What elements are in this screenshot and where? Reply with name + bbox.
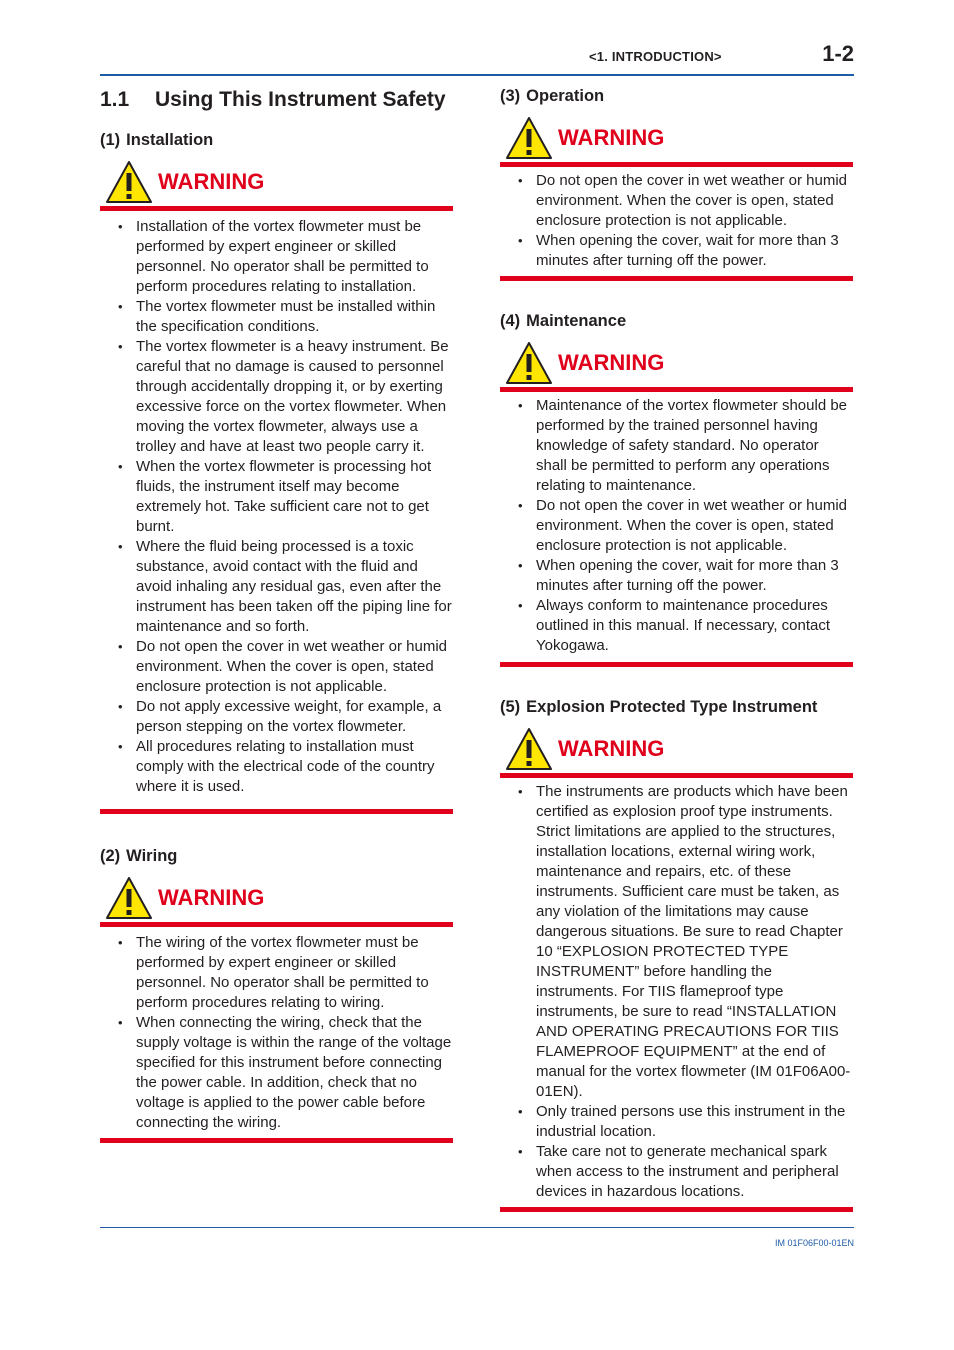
list-item: • Only trained persons use this instrument in the industrial location.: [500, 1102, 853, 1142]
subsection-title: Installation: [126, 131, 214, 149]
list-item: • When opening the cover, wait for more than 3 minutes after turning off the power.: [500, 231, 853, 271]
list-item: • Where the fluid being processed is a toxic substance, avoid contact with the fluid and avoid inhaling any residual gas, even after the instrument has been taken off the piping line for maintenance and so forth.: [100, 537, 453, 637]
warning-triangle-icon: [505, 341, 553, 385]
warning-bottom-bar: [100, 809, 453, 814]
list-item: • The vortex flowmeter must be installed within the specification conditions.: [100, 297, 453, 337]
list-item: • When opening the cover, wait for more than 3 minutes after turning off the power.: [500, 556, 853, 596]
warning-header: [100, 876, 453, 920]
warning-header: [500, 116, 853, 160]
list-item: • Maintenance of the vortex flowmeter should be performed by the trained personnel having knowledge of safety standard. No operator shall be permitted to perform any operations relating to maintenance.: [500, 396, 853, 496]
subsection-number: (3): [500, 87, 521, 105]
warning-header: [500, 727, 853, 771]
chapter-label: <1. INTRODUCTION>: [589, 49, 722, 64]
list-item: • Do not open the cover in wet weather or humid environment. When the cover is open, stated enclosure protection is not applicable.: [100, 637, 453, 697]
subsection-wiring: [100, 846, 453, 1143]
warning-bottom-bar: [500, 1207, 853, 1212]
subsection-heading: [100, 130, 453, 150]
list-item: • Always conform to maintenance procedures outlined in this manual. If necessary, contact Yokogawa.: [500, 596, 853, 656]
warning-top-bar: [100, 922, 453, 927]
list-item: • Do not apply excessive weight, for example, a person stepping on the vortex flowmeter.: [100, 697, 453, 737]
warning-bottom-bar: [500, 662, 853, 667]
document-number: IM 01F06F00-01EN: [774, 1238, 854, 1248]
right-column: [500, 86, 853, 1212]
section-title-text: Using This Instrument Safety: [155, 88, 446, 111]
section-title: [100, 86, 453, 116]
warning-triangle-icon: [105, 876, 153, 920]
subsection-heading: [100, 846, 453, 866]
list-item: • Do not open the cover in wet weather or humid environment. When the cover is open, stated enclosure protection is not applicable.: [500, 496, 853, 556]
warning-top-bar: [500, 387, 853, 392]
warning-top-bar: [500, 162, 853, 167]
subsection-title: Wiring: [126, 847, 178, 865]
left-column: [100, 86, 453, 1143]
subsection-heading: [500, 86, 853, 106]
warning-list: [500, 782, 853, 1202]
list-item: • When the vortex flowmeter is processing hot fluids, the instrument itself may become extremely hot. Take sufficient care not to get burnt.: [100, 457, 453, 537]
warning-label: WARNING: [558, 736, 665, 761]
warning-triangle-icon: [105, 160, 153, 204]
warning-list: [500, 171, 853, 271]
warning-header: [100, 160, 453, 204]
list-item: • The vortex flowmeter is a heavy instrument. Be careful that no damage is caused to personnel through accidentally dropping it, or by exerting excessive force on the vortex flowmeter. When moving the vortex flowmeter, always use a trolley and have at least two people carry it.: [100, 337, 453, 457]
subsection-heading: [500, 311, 853, 331]
warning-top-bar: [500, 773, 853, 778]
list-item: • The wiring of the vortex flowmeter must be performed by expert engineer or skilled personnel. No operator shall be permitted to perform procedures relating to wiring.: [100, 933, 453, 1013]
warning-list: [500, 396, 853, 656]
subsection-maintenance: [500, 311, 853, 667]
warning-list: [100, 217, 453, 797]
subsection-number: (4): [500, 312, 521, 330]
subsection-operation: [500, 86, 853, 281]
subsection-explosion-protected: [500, 697, 853, 1212]
page-number: 1-2: [822, 41, 854, 66]
warning-label: WARNING: [558, 350, 665, 375]
subsection-title: Explosion Protected Type Instrument: [526, 698, 818, 716]
list-item: • Do not open the cover in wet weather or humid environment. When the cover is open, stated enclosure protection is not applicable.: [500, 171, 853, 231]
header-rule: [100, 74, 854, 76]
subsection-title: Operation: [526, 87, 605, 105]
list-item: • Take care not to generate mechanical spark when access to the instrument and peripheral devices in hazardous locations.: [500, 1142, 853, 1202]
warning-list: [100, 933, 453, 1133]
warning-label: WARNING: [158, 885, 265, 910]
subsection-title: Maintenance: [526, 312, 627, 330]
subsection-heading: [500, 697, 853, 717]
footer-rule: [100, 1227, 854, 1228]
subsection-number: (5): [500, 698, 521, 716]
list-item: • Installation of the vortex flowmeter must be performed by expert engineer or skilled personnel. No operator shall be permitted to perform procedures relating to installation.: [100, 217, 453, 297]
list-item: • When connecting the wiring, check that the supply voltage is within the range of the voltage specified for this instrument before connecting the power cable. In addition, check that no voltage is applied to the power cable before connecting the wiring.: [100, 1013, 453, 1133]
section-number: 1.1: [100, 88, 130, 111]
warning-label: WARNING: [558, 125, 665, 150]
warning-triangle-icon: [505, 727, 553, 771]
warning-triangle-icon: [505, 116, 553, 160]
subsection-installation: [100, 130, 453, 814]
subsection-number: (2): [100, 847, 121, 865]
warning-bottom-bar: [500, 276, 853, 281]
list-item: • All procedures relating to installation must comply with the electrical code of the country where it is used.: [100, 737, 453, 797]
list-item: • The instruments are products which have been certified as explosion proof type instruments. Strict limitations are applied to the structures, installation locations, external wiring work, maintenance and repairs, etc. of these instruments. Sufficient care must be taken, as any violation of the limitations may cause dangerous situations. Be sure to read Chapter 10 “EXPLOSION PROTECTED TYPE INSTRUMENT” before handling the instruments. For TIIS flameproof type instruments, be sure to read “INSTALLATION AND OPERATING PRECAUTIONS FOR TIIS FLAMEPROOF EQUIPMENT” at the end of manual for the vortex flowmeter (IM 01F06A00-01EN).: [500, 782, 853, 1102]
warning-header: [500, 341, 853, 385]
warning-top-bar: [100, 206, 453, 211]
warning-label: WARNING: [158, 169, 265, 194]
warning-bottom-bar: [100, 1138, 453, 1143]
subsection-number: (1): [100, 131, 121, 149]
